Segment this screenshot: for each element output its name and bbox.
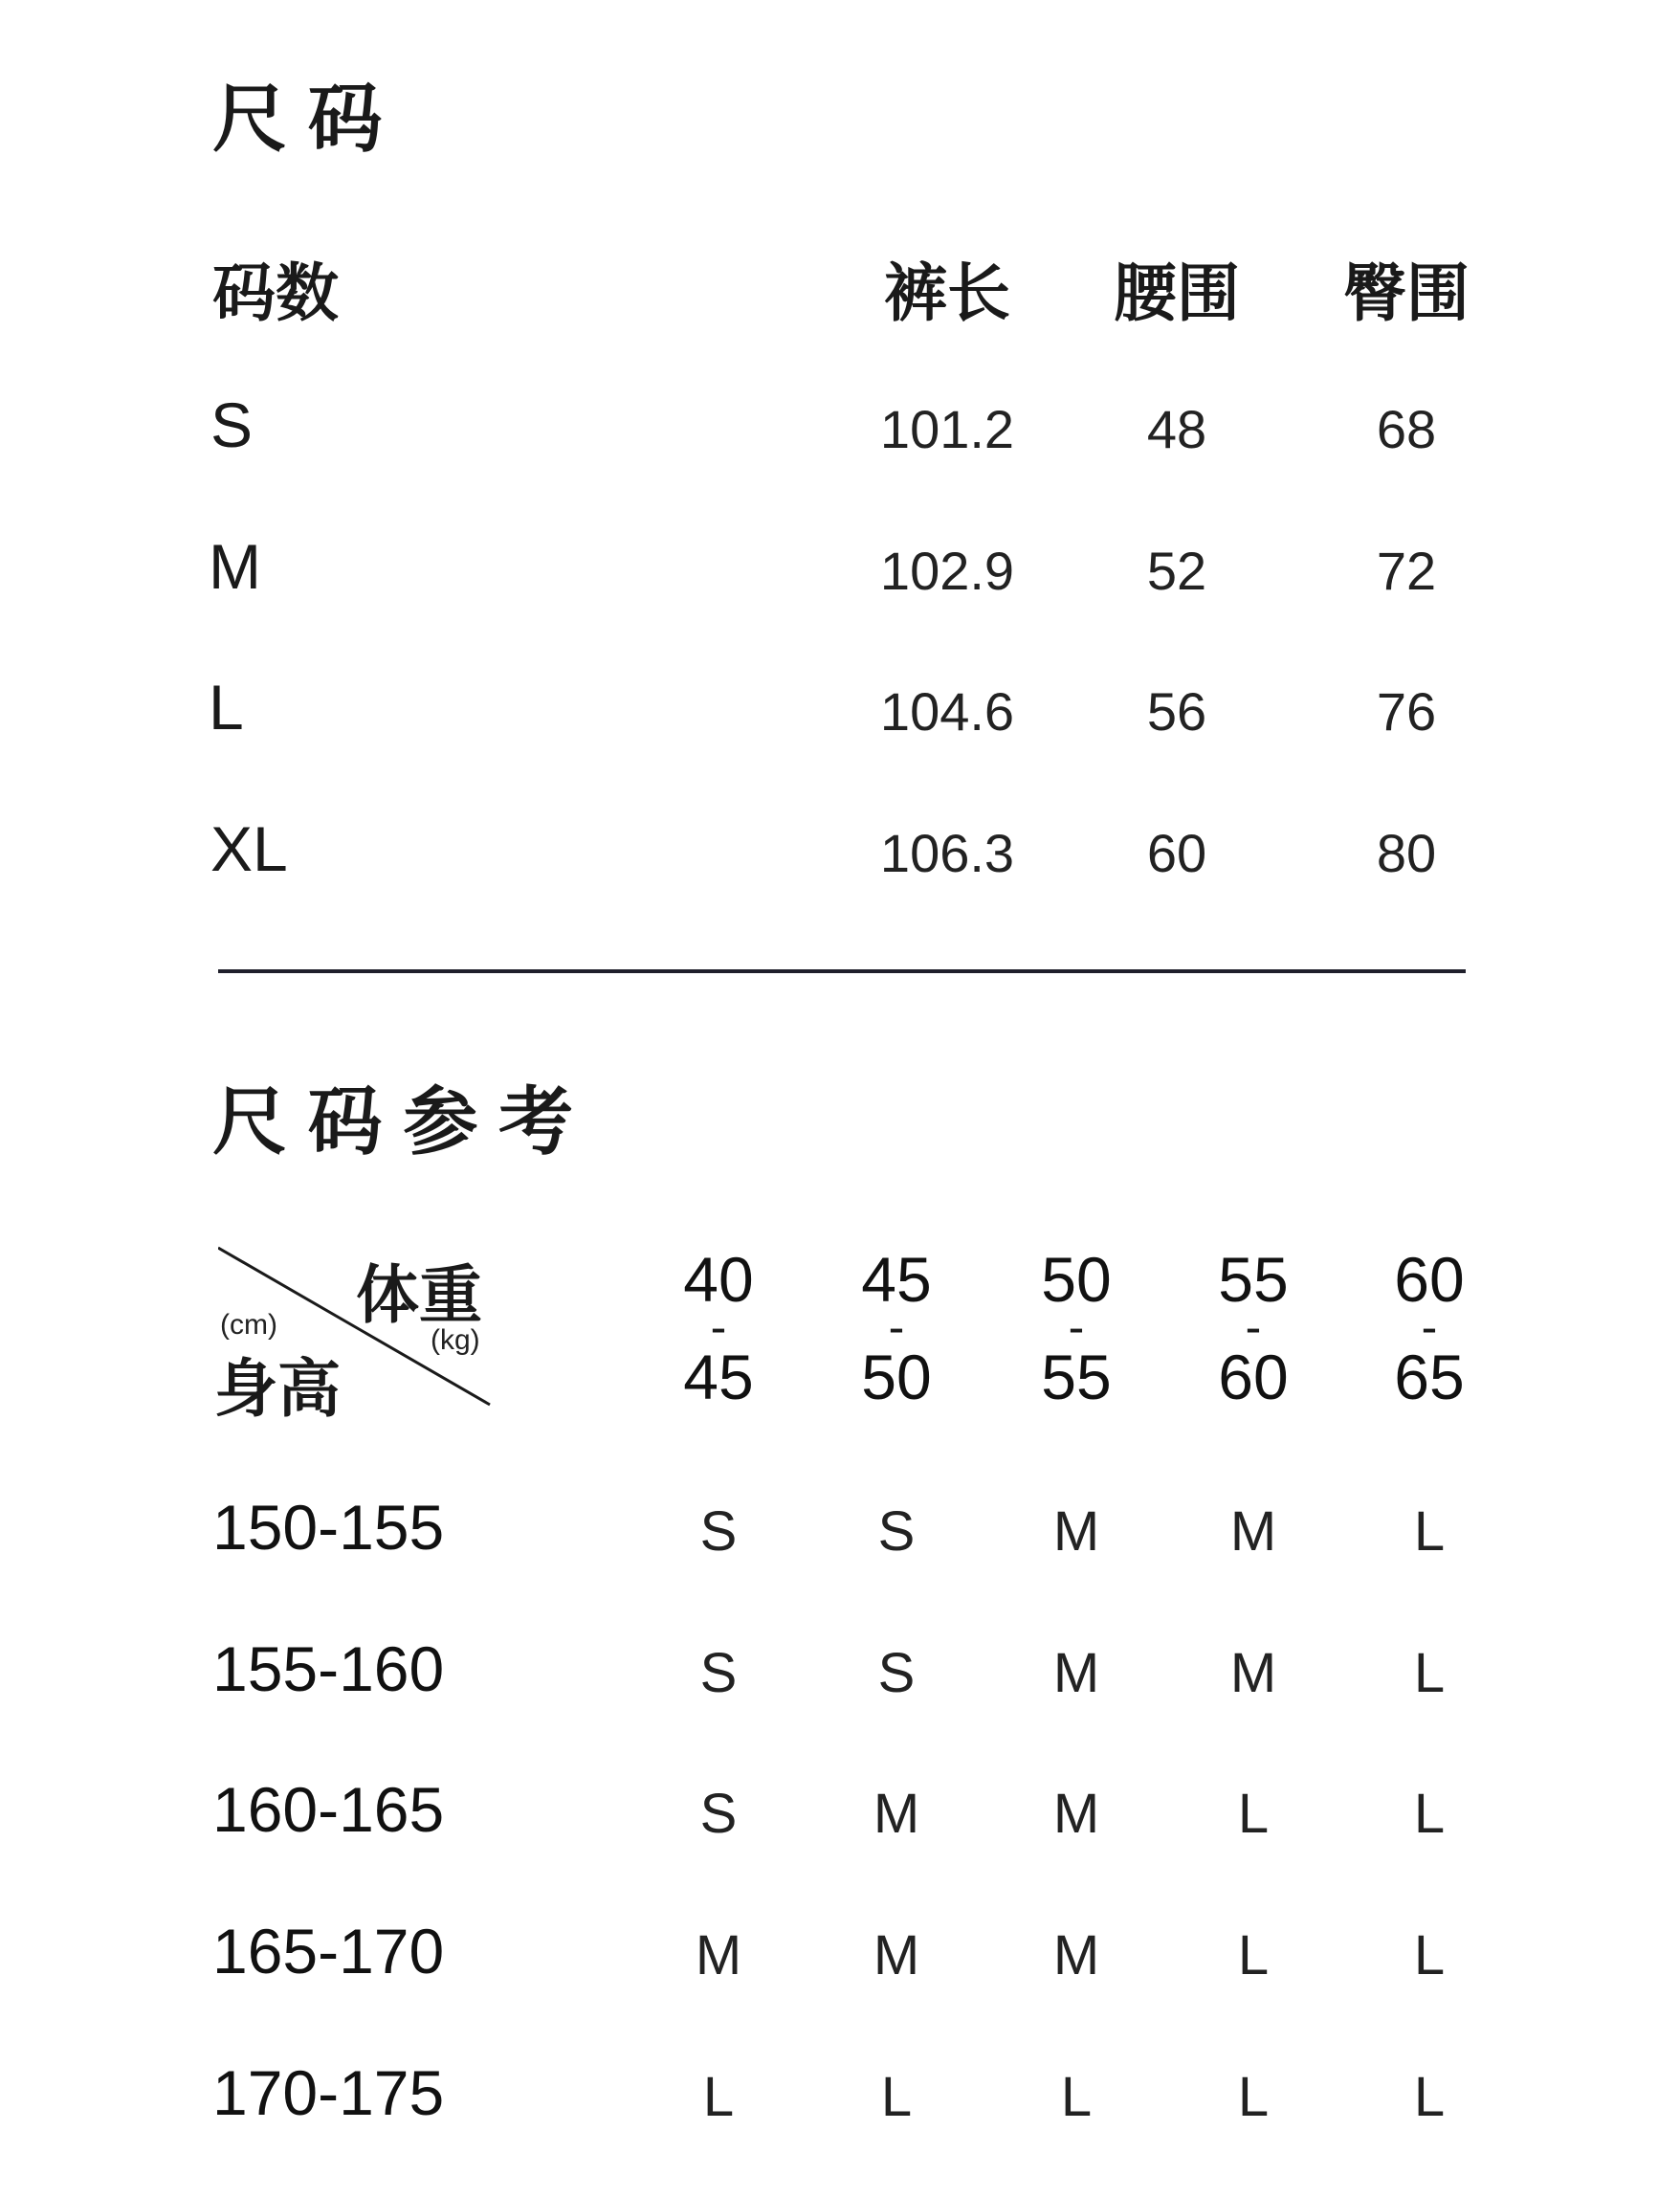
length-value: 102.9: [879, 541, 1015, 601]
length-value: 104.6: [879, 681, 1015, 742]
weight-range: [1041, 1244, 1112, 1412]
weight-to: 65: [1394, 1342, 1465, 1412]
size-cell: L: [1413, 1500, 1446, 1563]
weight-from: 60: [1394, 1244, 1465, 1315]
size-cell: S: [699, 1783, 738, 1845]
size-cell: S: [877, 1642, 916, 1704]
size-cell: S: [699, 1642, 738, 1704]
size-cell: L: [1060, 2066, 1093, 2128]
height-unit: (cm): [220, 1309, 277, 1341]
height-label: 身高: [214, 1353, 341, 1424]
header-length: 裤长: [884, 257, 1010, 328]
size-cell: L: [1237, 1783, 1270, 1845]
weight-dash: -: [1068, 1300, 1085, 1354]
size-cell: L: [1237, 2066, 1270, 2128]
size-label: S: [210, 389, 254, 460]
size-cell: M: [1052, 1642, 1100, 1704]
size-cell: M: [1052, 1500, 1100, 1563]
size-section-title: 尺 码: [212, 77, 383, 161]
weight-unit: (kg): [431, 1324, 480, 1356]
size-label: L: [209, 672, 244, 743]
size-cell: M: [873, 1924, 920, 1986]
waist-value: 60: [1146, 823, 1207, 883]
size-cell: M: [1229, 1500, 1277, 1563]
weight-from: 40: [683, 1244, 754, 1315]
weight-range: [683, 1244, 754, 1412]
height-range-label: 165-170: [212, 1916, 445, 1986]
weight-to: 55: [1041, 1342, 1112, 1412]
size-cell: L: [1413, 2066, 1446, 2128]
size-cell: L: [702, 2066, 735, 2128]
header-size: 码数: [212, 257, 339, 328]
weight-label: 体重: [356, 1259, 482, 1330]
reference-section-title: 尺 码 参 考: [212, 1079, 574, 1164]
header-waist: 腰围: [1114, 257, 1240, 328]
height-range-label: 170-175: [212, 2057, 445, 2128]
waist-value: 48: [1146, 399, 1207, 459]
size-cell: L: [1413, 1642, 1446, 1704]
hip-value: 76: [1376, 681, 1437, 742]
size-cell: M: [1052, 1924, 1100, 1986]
waist-value: 52: [1146, 541, 1207, 601]
header-hip: 臀围: [1343, 257, 1470, 328]
hip-value: 72: [1376, 541, 1437, 601]
weight-dash: -: [888, 1300, 905, 1354]
weight-to: 60: [1218, 1342, 1289, 1412]
weight-dash: -: [1245, 1300, 1262, 1354]
section-divider: [218, 969, 1466, 973]
weight-dash: -: [1421, 1300, 1438, 1354]
size-cell: L: [880, 2066, 913, 2128]
size-cell: M: [1229, 1642, 1277, 1704]
weight-to: 45: [683, 1342, 754, 1412]
weight-from: 50: [1041, 1244, 1112, 1315]
size-cell: L: [1413, 1924, 1446, 1986]
height-range-label: 155-160: [212, 1633, 445, 1704]
size-label: XL: [210, 813, 288, 884]
size-cell: S: [877, 1500, 916, 1563]
weight-from: 55: [1218, 1244, 1289, 1315]
size-label: M: [209, 531, 261, 602]
size-cell: L: [1413, 1783, 1446, 1845]
weight-to: 50: [861, 1342, 932, 1412]
size-cell: M: [873, 1783, 920, 1845]
length-value: 106.3: [879, 823, 1015, 883]
weight-dash: -: [710, 1300, 727, 1354]
height-range-label: 150-155: [212, 1492, 445, 1563]
hip-value: 68: [1376, 399, 1437, 459]
height-range-label: 160-165: [212, 1774, 445, 1845]
weight-range: [861, 1244, 932, 1412]
weight-range: [1218, 1244, 1289, 1412]
size-cell: M: [1052, 1783, 1100, 1845]
length-value: 101.2: [879, 399, 1015, 459]
size-cell: S: [699, 1500, 738, 1563]
hip-value: 80: [1376, 823, 1437, 883]
size-cell: L: [1237, 1924, 1270, 1986]
waist-value: 56: [1146, 681, 1207, 742]
weight-from: 45: [861, 1244, 932, 1315]
size-cell: M: [695, 1924, 742, 1986]
weight-range: [1394, 1244, 1465, 1412]
